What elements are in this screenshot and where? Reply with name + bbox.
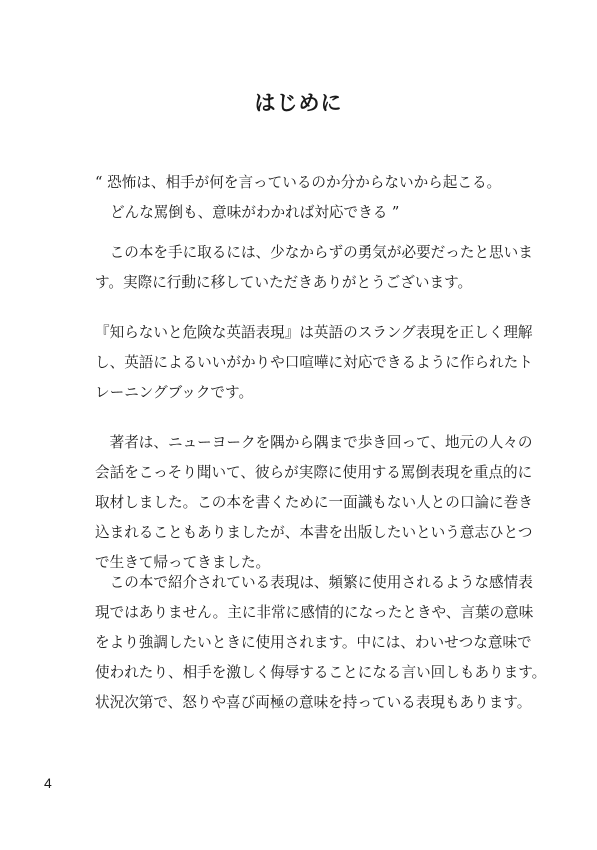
paragraph-line: 『知らないと危険な英語表現』は英語のスラング表現を正しく理解 xyxy=(95,324,533,341)
paragraph-line: この本を手に取るには、少なからずの勇気が必要だったと思いま xyxy=(95,244,533,261)
quote-line: “ 恐怖は、相手が何を言っているのか分からないから起こる。 xyxy=(95,174,502,191)
paragraph-line: し、英語によるいいがかりや口喧嘩に対応できるように作られたト xyxy=(95,354,533,371)
paragraph-line: レーニングブックです。 xyxy=(95,384,254,401)
paragraph-line: 状況次第で、怒りや喜び両極の意味を持っている表現もあります。 xyxy=(95,694,532,711)
page-number: 4 xyxy=(44,775,52,791)
paragraph-line: 著者は、ニューヨークを隅から隅まで歩き回って、地元の人々の xyxy=(95,434,533,451)
paragraph-line: 取材しました。この本を書くために一面識もない人との口論に巻き xyxy=(95,494,533,511)
paragraph-line: この本で紹介されている表現は、頻繁に使用されるような感情表 xyxy=(95,574,533,591)
epigraph-quote xyxy=(95,168,525,228)
paragraph-1 xyxy=(95,238,533,298)
paragraph-line: す。実際に行動に移していただきありがとうございます。 xyxy=(95,274,473,291)
paragraph-line: 使われたり、相手を激しく侮辱することになる言い回しもあります。 xyxy=(95,664,547,681)
paragraph-line: 現ではありません。主に非常に感情的になったときや、言葉の意味 xyxy=(95,604,534,621)
page-title: はじめに xyxy=(254,91,343,115)
paragraph-line: で生きて帰ってきました。 xyxy=(95,554,271,571)
paragraph-2 xyxy=(95,318,533,408)
paragraph-line: 込まれることもありましたが、本書を出版したいという意志ひとつ xyxy=(95,524,533,541)
paragraph-3 xyxy=(95,428,533,578)
paragraph-line: 会話をこっそり聞いて、彼らが実際に使用する罵倒表現を重点的に xyxy=(95,464,533,481)
paragraph-line: をより強調したいときに使用されます。中には、わいせつな意味で xyxy=(95,634,532,651)
quote-line: どんな罵倒も、意味がわかれば対応できる ” xyxy=(110,204,400,221)
paragraph-4 xyxy=(95,568,547,718)
